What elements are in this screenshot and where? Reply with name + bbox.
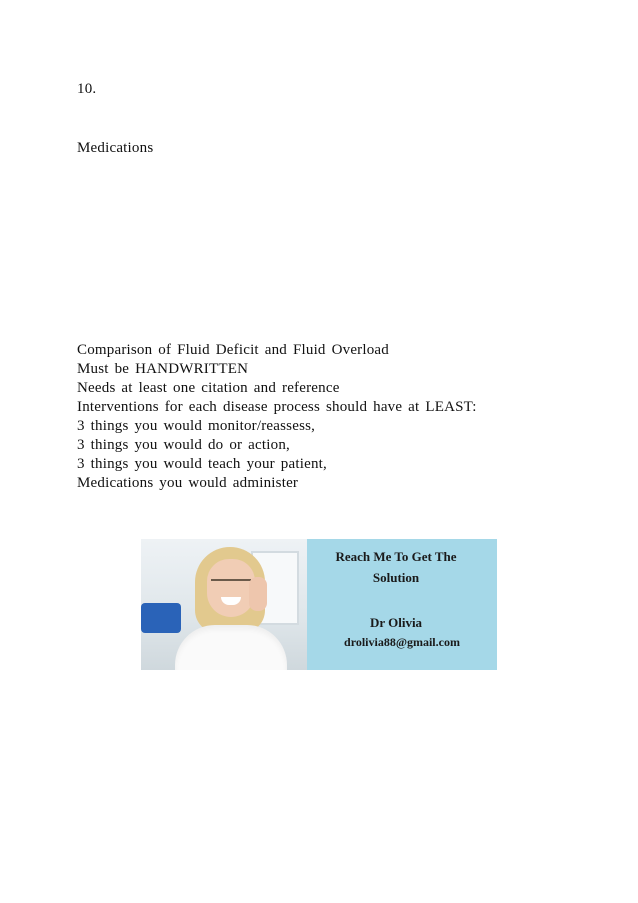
section-heading: Medications — [77, 140, 154, 156]
contact-info-panel — [307, 539, 497, 670]
instruction-line: Medications you would administer — [77, 475, 299, 491]
instruction-line: 3 things you would teach your patient, — [77, 456, 327, 472]
banner-headline-2: Solution — [372, 570, 420, 585]
instruction-line: Interventions for each disease process should have at LEAST: — [77, 399, 477, 415]
shirt-shape — [175, 625, 287, 670]
woman-photo — [141, 539, 307, 670]
instruction-line: Needs at least one citation and reference — [77, 380, 340, 396]
instruction-line: Must be HANDWRITTEN — [77, 361, 249, 377]
contact-email: drolivia88@gmail.com — [344, 635, 460, 649]
glasses-shape — [211, 579, 251, 590]
contact-banner — [141, 539, 497, 670]
page-number: 10. — [77, 81, 97, 97]
banner-headline: Reach Me To Get The — [335, 549, 457, 564]
instruction-line: 3 things you would monitor/reassess, — [77, 418, 316, 434]
chair-shape — [141, 603, 181, 633]
instruction-line: 3 things you would do or action, — [77, 437, 290, 453]
instruction-line: Comparison of Fluid Deficit and Fluid Overload — [77, 342, 389, 358]
hand-shape — [249, 577, 267, 611]
assignment-instructions — [77, 341, 477, 493]
contact-name: Dr Olivia — [369, 615, 423, 630]
